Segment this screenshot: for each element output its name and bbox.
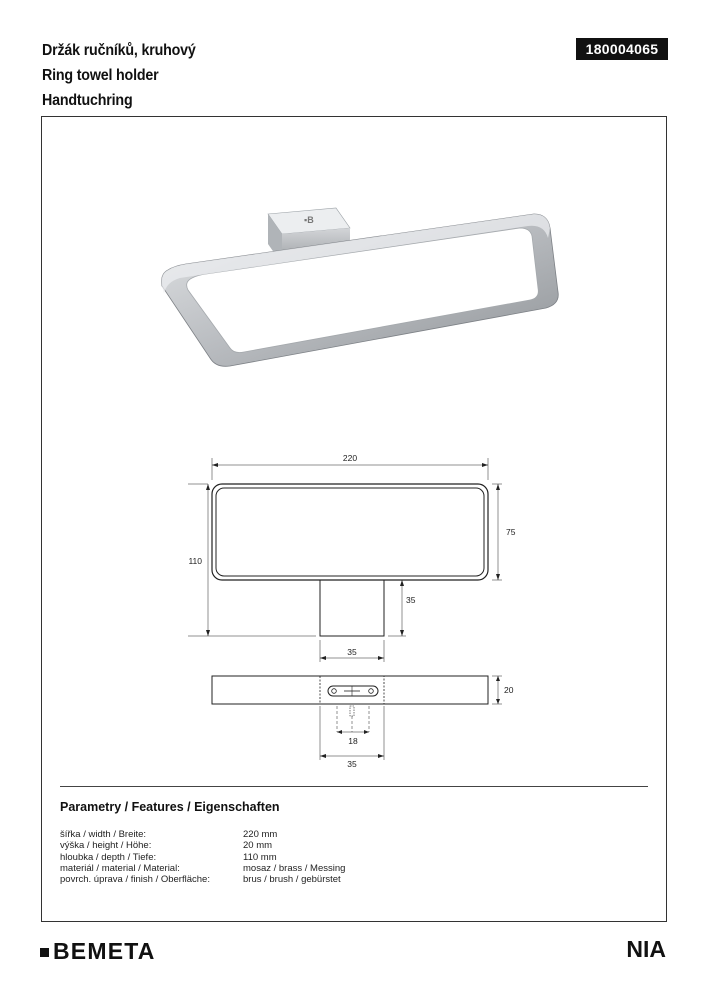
title-czech: Držák ručníků, kruhový: [42, 42, 196, 59]
dim-width-label: 220: [342, 453, 358, 463]
ring-outline-outer: [212, 484, 488, 580]
spec-label: šířka / width / Breite:: [60, 829, 147, 840]
brand-name: BEMETA: [53, 938, 156, 964]
stem-outline: [320, 580, 384, 636]
product-photo: [150, 198, 570, 378]
towel-ring: [162, 214, 559, 366]
product-titles: [42, 38, 209, 113]
dim-hole-spacing-label: 18: [348, 736, 358, 746]
spec-value: brus / brush / gebürstet: [243, 874, 341, 886]
spec-row: [60, 852, 345, 863]
brand-logo: [40, 938, 156, 965]
spec-value: 20 mm: [243, 840, 273, 852]
series-name: NIA: [626, 936, 666, 962]
spec-value: 220 mm: [243, 829, 278, 840]
section-divider: [60, 786, 648, 787]
spec-value: 110 mm: [243, 851, 277, 863]
dim-stem-length-label: 35: [406, 595, 416, 605]
spec-row: [60, 840, 345, 851]
spec-value: mosaz / brass / Messing: [243, 862, 346, 874]
product-code-badge: 180004065: [576, 38, 668, 60]
spec-label: povrch. úprava / finish / Oberfläche:: [60, 874, 210, 886]
title-english: Ring towel holder: [42, 67, 159, 84]
spec-row: [60, 863, 345, 874]
dim-depth-label: 20: [504, 685, 514, 695]
features-title: Parametry / Features / Eigenschaften: [60, 800, 280, 814]
logo-square-icon: [40, 948, 49, 957]
technical-drawing: [180, 450, 530, 780]
spec-label: hloubka / depth / Tiefe:: [60, 851, 157, 863]
spec-table: [60, 829, 345, 885]
spec-row: [60, 874, 345, 885]
side-view-outline: [212, 676, 488, 704]
dim-total-height-label: 110: [188, 556, 202, 566]
title-german: Handtuchring: [42, 92, 133, 109]
svg-text:▪B: ▪B: [304, 215, 314, 225]
dim-stem-width-label: 35: [347, 647, 357, 657]
dim-base-width-label: 35: [347, 759, 357, 769]
spec-row: [60, 829, 345, 840]
ring-outline-inner: [216, 488, 484, 576]
dim-ring-height-label: 75: [506, 527, 516, 537]
spec-label: výška / height / Höhe:: [60, 840, 152, 852]
spec-label: materiál / material / Material:: [60, 862, 180, 874]
